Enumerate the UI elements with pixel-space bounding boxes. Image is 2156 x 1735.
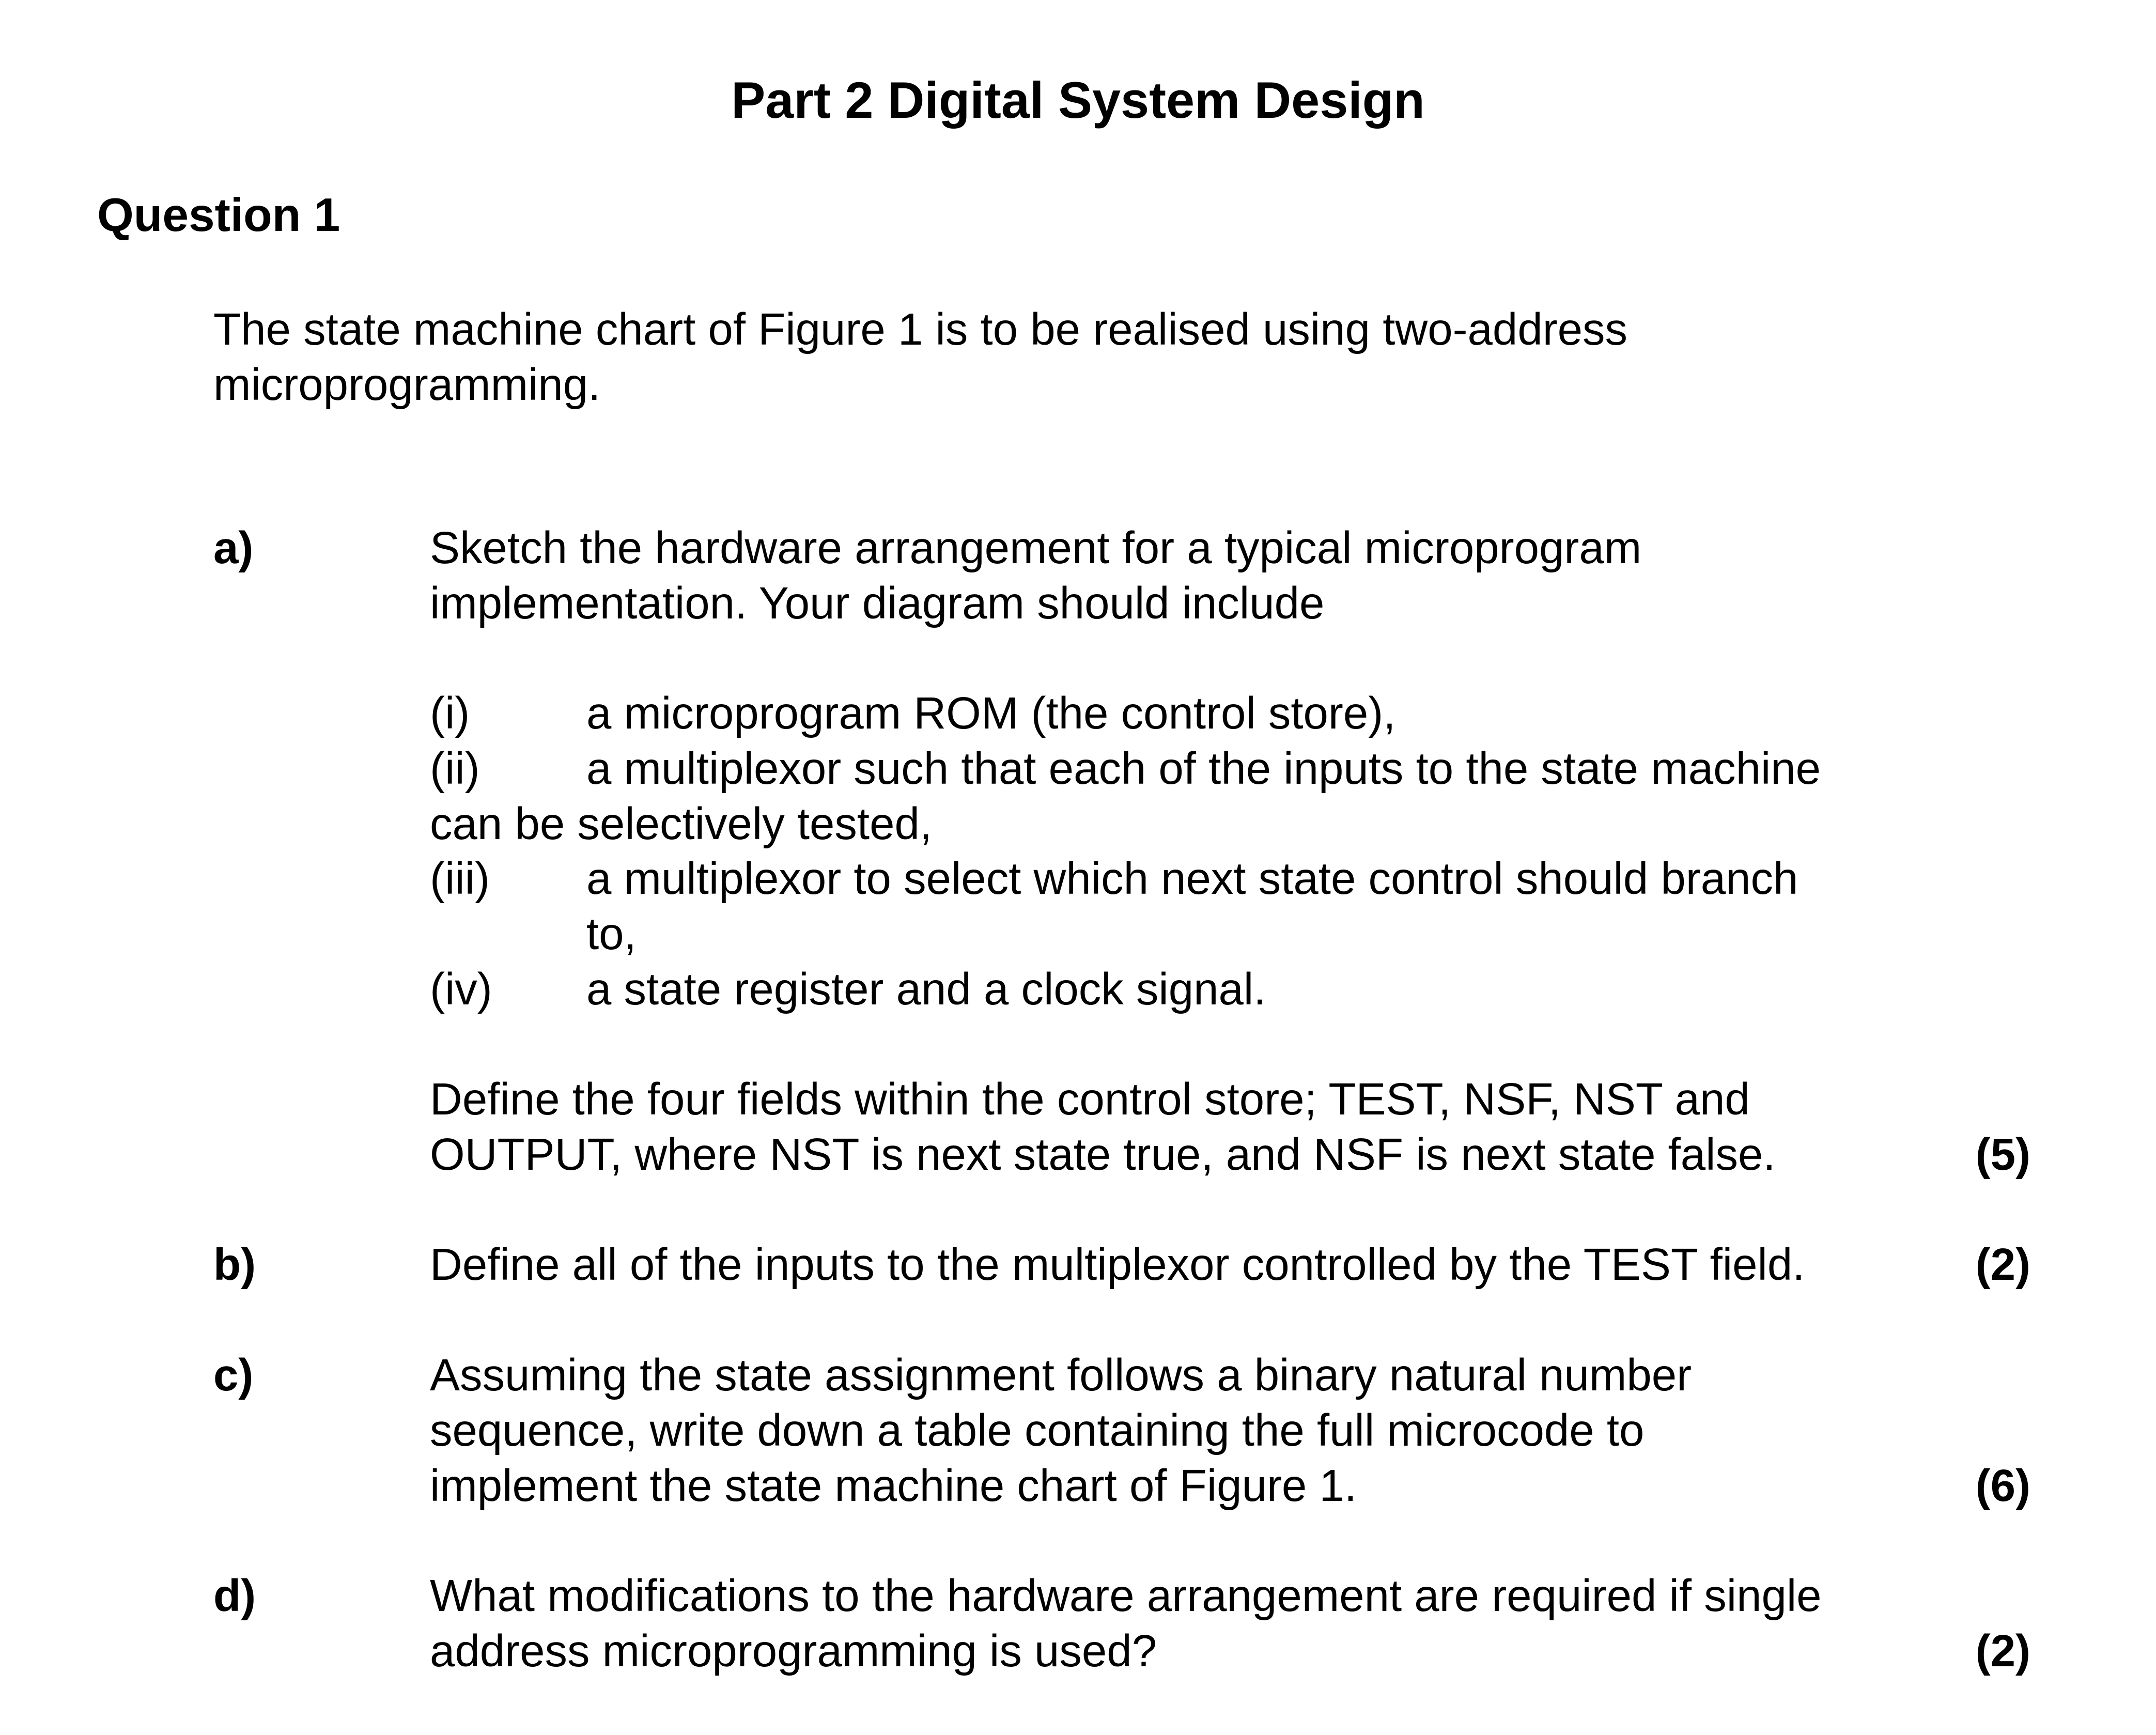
- part-d-marks: (2): [1975, 1626, 2030, 1676]
- item-ii-text: a multiplexor such that each of the inputs to the state machine: [586, 743, 1821, 794]
- part-c-label: c): [213, 1350, 254, 1400]
- part-a-label: a): [213, 523, 254, 573]
- part-d-line-2: address microprogramming is used?: [430, 1626, 1157, 1676]
- item-iii-number: (iii): [430, 854, 490, 904]
- part-d-label: d): [213, 1571, 256, 1621]
- item-ii-number: (ii): [430, 743, 480, 794]
- part-a-line-2: implementation. Your diagram should include: [430, 578, 1325, 628]
- question-heading: Question 1: [97, 189, 340, 241]
- item-iv-text: a state register and a clock signal.: [586, 964, 1266, 1014]
- intro-line-1: The state machine chart of Figure 1 is to be realised using two-address: [213, 304, 1628, 354]
- part-a-marks: (5): [1975, 1129, 2030, 1180]
- part-c-marks: (6): [1975, 1461, 2030, 1511]
- intro-line-2: microprogramming.: [213, 360, 601, 410]
- part-b-label: b): [213, 1240, 256, 1290]
- item-i-number: (i): [430, 688, 470, 738]
- page-title: Part 2 Digital System Design: [731, 71, 1425, 129]
- part-b-line-1: Define all of the inputs to the multiplexor controlled by the TEST field.: [430, 1240, 1805, 1290]
- item-ii-continuation: can be selectively tested,: [430, 799, 933, 849]
- part-c-line-1: Assuming the state assignment follows a binary natural number: [430, 1350, 1692, 1400]
- part-c-line-3: implement the state machine chart of Figure 1.: [430, 1461, 1357, 1511]
- item-iv-number: (iv): [430, 964, 492, 1014]
- part-b-marks: (2): [1975, 1240, 2030, 1290]
- part-a-line-1: Sketch the hardware arrangement for a typical microprogram: [430, 523, 1642, 573]
- part-a-define-line-1: Define the four fields within the control store; TEST, NSF, NST and: [430, 1074, 1750, 1124]
- part-c-line-2: sequence, write down a table containing the full microcode to: [430, 1405, 1645, 1455]
- part-a-define-line-2: OUTPUT, where NST is next state true, and NSF is next state false.: [430, 1129, 1776, 1180]
- part-d-line-1: What modifications to the hardware arrangement are required if single: [430, 1571, 1822, 1621]
- item-iii-text: a multiplexor to select which next state control should branch: [586, 854, 1798, 904]
- item-i-text: a microprogram ROM (the control store),: [586, 688, 1396, 738]
- item-iii-continuation: to,: [586, 909, 637, 959]
